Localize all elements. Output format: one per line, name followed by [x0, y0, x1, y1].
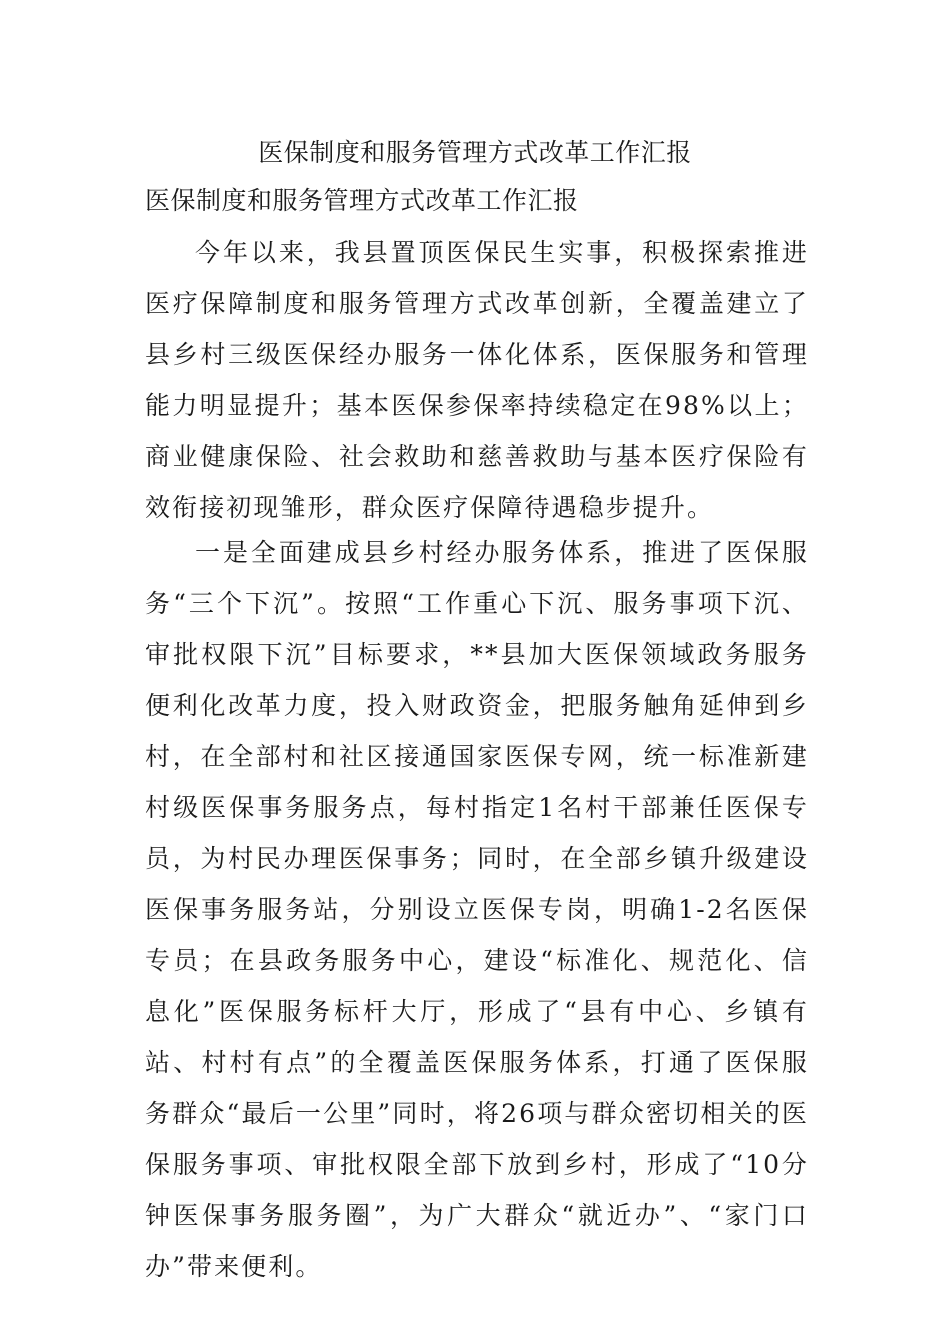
- body-paragraph-service-system: 一是全面建成县乡村经办服务体系，推进了医保服务“三个下沉”。按照“工作重心下沉、服务事项下沉、审批权限下沉”目标要求，**县加大医保领域政务服务便利化改革力度，投入财政资金，把服务触角延伸到乡村，在全部村和社区接通国家医保专网，统一标准新建村级医保事务服务点，每村指定1名村干部兼任医保专员，为村民办理医保事务；同时，在全部乡镇升级建设医保事务服务站，分别设立医保专岗，明确1-2名医保专员；在县政务服务中心，建设“标准化、规范化、信息化”医保服务标杆大厅，形成了“县有中心、乡镇有站、村村有点”的全覆盖医保服务体系，打通了医保服务群众“最后一公里”同时，将26项与群众密切相关的医保服务事项、审批权限全部下放到乡村，形成了“10分钟医保事务服务圈”，为广大群众“就近办”、“家门口办”带来便利。: [145, 538, 809, 1281]
- body-paragraph-intro: 今年以来，我县置顶医保民生实事，积极探索推进医疗保障制度和服务管理方式改革创新，全覆盖建立了县乡村三级医保经办服务一体化体系，医保服务和管理能力明显提升；基本医保参保率持续稳定在98%以上；商业健康保险、社会救助和慈善救助与基本医疗保险有效衔接初现雏形，群众医疗保障待遇稳步提升。: [145, 238, 809, 522]
- document-title: 医保制度和服务管理方式改革工作汇报: [258, 138, 692, 167]
- document-subtitle: 医保制度和服务管理方式改革工作汇报: [145, 186, 579, 215]
